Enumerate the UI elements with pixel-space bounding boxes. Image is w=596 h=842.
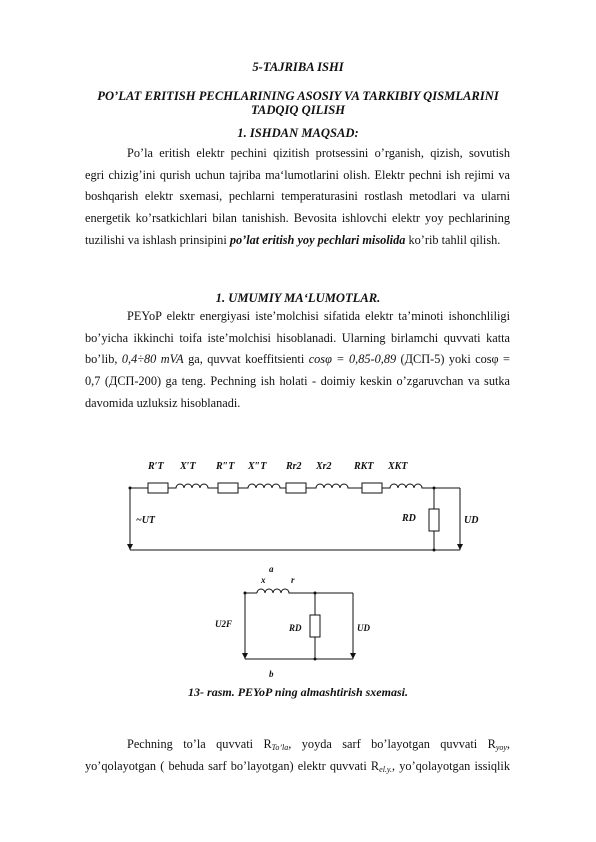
section1-title: 1. ISHDAN MAQSAD: [237,126,359,140]
section2-paragraph [85,306,510,414]
label-r1: R′T [148,461,164,472]
equivalent-circuit-2 [205,563,385,683]
s3-l1-e: , [506,737,510,751]
s2-line-2: bo’yicha ikkinchi toifa iste’molchisi hisoblanadi. Ularning birlamchi quvvati katta [85,330,510,345]
s1-line-1: Po’la eritish elektr pechini qizitish protsessini o’rganish, qizish, sovutish [127,146,510,160]
label-load-rd-2: RD [289,623,302,633]
s3-l1-sub1: To’la [271,743,289,752]
s3-l1-c: , yoyda sarf bo’layotgan quvvati R [288,737,496,751]
section3-paragraph [85,734,510,777]
s1-line-3: boshqarish elektr sxemasi, pechlarni temperaturasini rostlash metodlari va ularni [85,189,510,204]
section2-title: 1. UMUMIY MA‘LUMOTLAR. [215,291,381,305]
label-node-a: a [269,564,274,574]
s1-l5-emphasis: po’lat eritish yoy pechlari misolida [229,232,406,247]
s2-line-3 [85,349,510,371]
label-x1: X′T [180,461,196,472]
label-r2: R″T [216,461,235,472]
s2-l3-cos: cosφ = 0,85-0,89 [308,352,397,367]
label-x: x [261,575,266,585]
s2-line-5: davomida uzluksiz hisoblanadi. [85,395,241,410]
label-source-ut: ~UT [136,515,156,526]
s3-l2-sub: el.y. [379,764,393,774]
main-title-line-1: PO’LAT ERITISH PECHLARINING ASOSIY VA TARKIBIY QISMLARINI [97,89,499,103]
label-voltage-ud: UD [464,515,479,526]
label-load-rd: RD [402,513,416,524]
label-rr2: Rr2 [286,461,302,472]
lab-title: 5-TAJRIBA ISHI [252,60,344,74]
label-x2: X″T [248,461,267,472]
s3-l1-sub2: yoy [495,743,507,752]
s1-l5-c: ko’rib tahlil qilish. [405,232,501,247]
figure-caption: 13- rasm. PEYoP ning almashtirish sxemasi. [188,685,408,699]
s1-line-4: energetik ko’rsatkichlari bilan tanishish. Bevosita ishlovchi elektr yoy pechlarining [85,211,510,226]
equivalent-circuit-1 [120,455,480,560]
s1-line-2: egri chizig’ini qurish uchun tajriba ma‘lumotlarini olish. Elektr pechni ish rejimi va [85,167,510,182]
s3-l2-a: yo’qolayotgan ( behuda sarf bo’layotgan) elektr quvvati R [85,758,380,773]
s2-line-1: PEYoP elektr energiyasi iste’molchisi sifatida elektr ta’minoti ishonchliligi [127,309,510,323]
main-title-line-2: TADQIQ QILISH [250,103,346,117]
label-rkt: RKT [354,461,374,472]
s3-line-2 [85,756,510,778]
s3-line-1 [85,734,510,756]
label-voltage-ud-2: UD [357,623,370,633]
label-node-b: b [269,669,274,679]
s2-l3-e: (ДСП-5) yoki cosφ = [396,352,510,367]
s2-l3-a: bo’lib, [85,352,122,367]
s2-l3-c: ga, quvvat koeffitsienti [183,352,309,367]
label-r: r [291,575,295,585]
s2-line-4: 0,7 (ДСП-200) ga teng. Pechning ish holati - doimiy keskin o’zgaruvchan va sutka [85,374,510,389]
label-source-u2f: U2F [215,619,233,629]
s3-l2-c: , yo’qolayotgan issiqlik [392,758,510,773]
label-xr2: Xr2 [316,461,332,472]
s1-line-5 [85,230,510,252]
s3-l1-a: Pechning to’la quvvati R [127,737,272,751]
label-xkt: XKT [388,461,408,472]
s2-l3-power: 0,4÷80 mVA [121,352,184,367]
s1-l5-a: tuzilishi va ishlash prinsipini [85,232,230,247]
section1-paragraph [85,143,510,251]
